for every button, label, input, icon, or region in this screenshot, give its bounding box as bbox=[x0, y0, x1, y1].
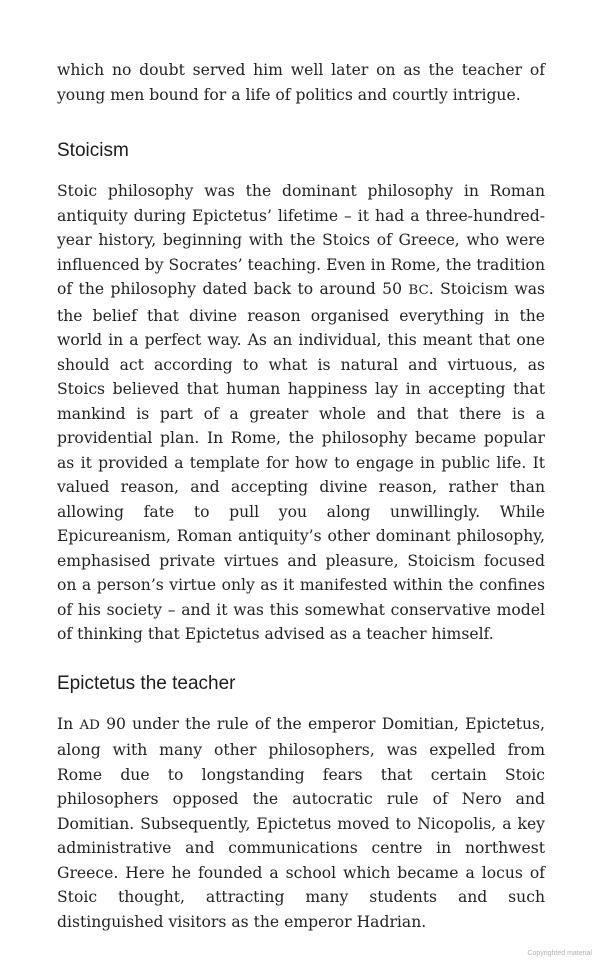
teacher-text-part2: 90 under the rule of the emperor Domitian, Epictetus, along with many other philosophers, was expelled from Rome due to longstanding fears that certain Stoic philosophers opposed the autocratic rule of Nero and Domitian. Subsequently, Epictetus moved to Nicopolis, a key administrative and communications centre in northwest Greece. Here he founded a school which became a locus of Stoic thought, attracting many students and such distinguished visitors as the emperor Hadrian. bbox=[57, 714, 545, 931]
stoicism-text-part2: . Stoicism was the belief that divine reason organised everything in the world in a perfect way. As an individual, this meant that one should act according to what is natural and virtuous, as Stoics believed that human happiness lay in accepting that mankind is part of a greater whole and that there is a providential plan. In Rome, the philosophy became popular as it provided a template for how to engage in public life. It valued reason, and accepting divine reason, rather than allowing fate to pull you along unwillingly. While Epicureanism, Roman antiquity’s other dominant philosophy, emphasised private virtues and pleasure, Stoicism focused on a person’s virtue only as it manifested within the confines of his society – and it was this somewhat conservative model of thinking that Epictetus advised as a teacher himself. bbox=[57, 280, 545, 643]
stoicism-heading: Stoicism bbox=[57, 140, 129, 161]
stoicism-text-part1: Stoic philosophy was the dominant philosophy in Roman antiquity during Epictetus’ lifetime – it had a three-hundred-year history, beginning with the Stoics of Greece, who were influenced by Socrates’ teaching. Even in Rome, the tradition of the philosophy dated back to around 50 bbox=[57, 182, 545, 298]
teacher-text-part1: In bbox=[57, 714, 80, 733]
teacher-paragraph bbox=[57, 712, 545, 935]
teacher-heading: Epictetus the teacher bbox=[57, 672, 236, 694]
stoicism-paragraph bbox=[57, 179, 545, 647]
era-bc: BC bbox=[408, 283, 429, 298]
book-page bbox=[57, 58, 545, 934]
intro-paragraph: which no doubt served him well later on as the teacher of young men bound for a life of politics and courtly intrigue. bbox=[57, 61, 545, 104]
era-ad: AD bbox=[79, 717, 100, 733]
copyright-watermark: Copyrighted material bbox=[527, 950, 592, 957]
